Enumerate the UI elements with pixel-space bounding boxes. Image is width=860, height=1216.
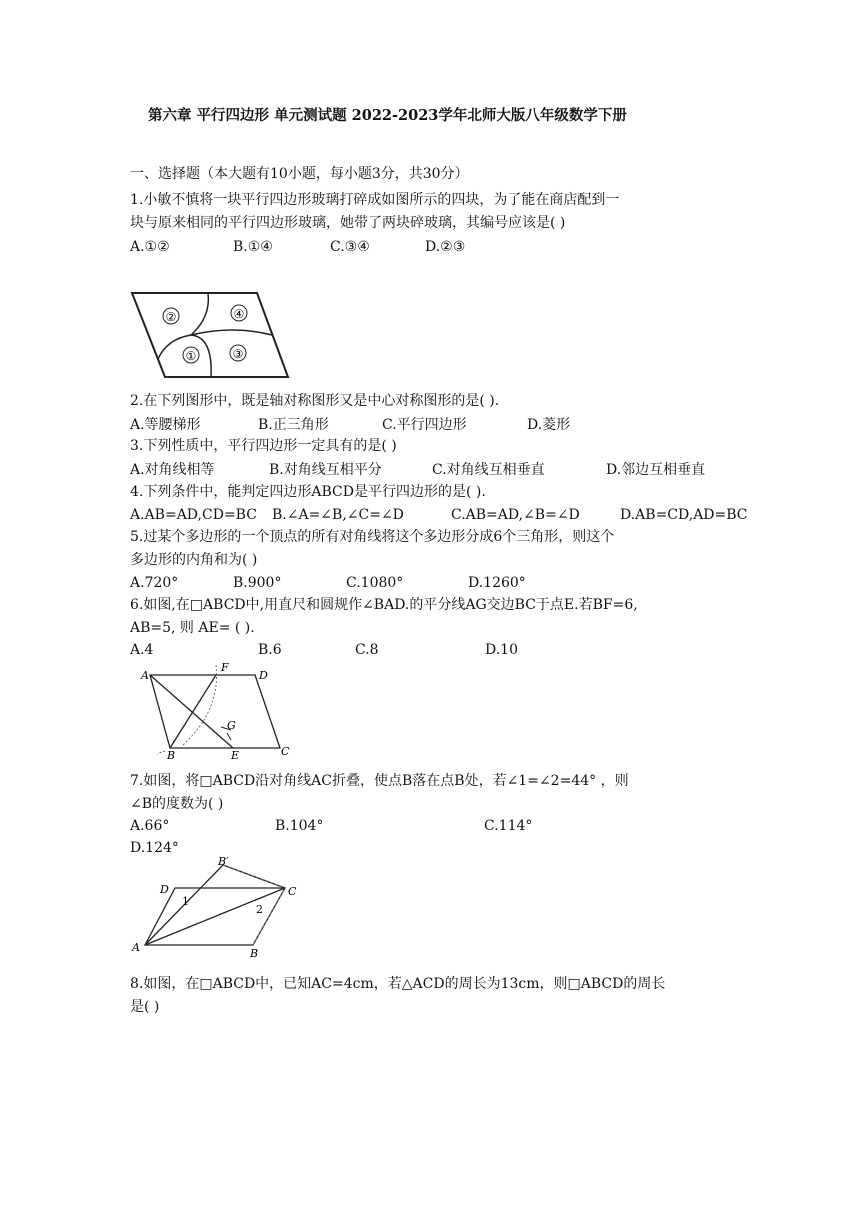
- folded-parallelogram-diagram: [128, 855, 303, 960]
- page-title: 第六章 平行四边形 单元测试题 2022-2023学年北师大版八年级数学下册: [148, 107, 627, 124]
- question-5-line-1: 5.过某个多边形的一个顶点的所有对角线将这个多边形分成6个三角形，则这个: [130, 529, 615, 545]
- question-1-line-2: 块与原来相同的平行四边形玻璃，她带了两块碎玻璃，其编号应该是( ): [130, 215, 566, 231]
- q5-option-a: A.720°: [130, 575, 179, 591]
- q6-figure-label-e: E: [231, 749, 240, 760]
- q2-option-b: B.正三角形: [258, 417, 329, 433]
- q1-figure-label-2: ②: [165, 310, 177, 324]
- q6-option-b: B.6: [258, 642, 282, 658]
- q3-option-d: D.邻边互相垂直: [606, 462, 706, 478]
- q7-figure-label-b-prime: B′: [218, 855, 229, 868]
- question-8-line-1: 8.如图，在□ABCD中，已知AC=4cm，若△ACD的周长为13cm，则□ABCD的周长: [130, 976, 666, 992]
- section-heading: 一、选择题（本大题有10小题，每小题3分，共30分）: [130, 166, 469, 182]
- question-1-line-1: 1.小敏不慎将一块平行四边形玻璃打碎成如图所示的四块，为了能在商店配到一: [130, 192, 620, 208]
- q4-option-d: D.AB=CD,AD=BC: [620, 507, 748, 523]
- q1-option-d: D.②③: [425, 239, 466, 255]
- q6-figure: [135, 655, 295, 764]
- q7-option-b: B.104°: [275, 818, 324, 834]
- q3-option-a: A.对角线相等: [130, 462, 215, 478]
- q5-option-c: C.1080°: [346, 575, 404, 591]
- q7-option-c: C.114°: [484, 818, 533, 834]
- q1-figure-label-3: ③: [232, 347, 244, 361]
- q2-option-c: C.平行四边形: [382, 417, 467, 433]
- q1-figure: [125, 285, 295, 389]
- q6-figure-label-g: G: [227, 719, 236, 732]
- question-5-line-2: 多边形的内角和为( ): [130, 552, 258, 568]
- q1-option-c: C.③④: [330, 239, 370, 255]
- q3-option-c: C.对角线互相垂直: [432, 462, 545, 478]
- angle-bisector-parallelogram-diagram: [135, 655, 295, 760]
- q1-option-b: B.①④: [233, 239, 273, 255]
- question-8-line-2: 是( ): [130, 999, 160, 1015]
- q1-figure-label-1: ①: [185, 349, 197, 363]
- broken-parallelogram-diagram: [125, 285, 295, 385]
- q6-figure-label-a: A: [141, 669, 149, 682]
- question-7-line-1: 7.如图，将□ABCD沿对角线AC折叠，使点B落在点B处，若∠1=∠2=44° ，则: [130, 773, 629, 789]
- q7-figure-label-b: B: [250, 947, 259, 960]
- q1-figure-label-4: ④: [233, 307, 245, 321]
- q4-option-b: B.∠A=∠B,∠C=∠D: [272, 507, 404, 523]
- q6-figure-label-c: C: [281, 745, 290, 758]
- q7-figure-label-a: A: [132, 941, 140, 954]
- q6-option-d: D.10: [485, 642, 518, 658]
- q7-figure-label-c: C: [288, 885, 297, 898]
- question-6-line-2: AB=5, 则 AE= ( ).: [130, 620, 255, 636]
- q7-option-a: A.66°: [130, 818, 170, 834]
- q5-option-b: B.900°: [233, 575, 282, 591]
- question-3-stem: 3.下列性质中，平行四边形一定具有的是( ): [130, 438, 397, 454]
- question-2-stem: 2.在下列图形中，既是轴对称图形又是中心对称图形的是( ).: [130, 393, 500, 409]
- q1-option-a: A.①②: [130, 239, 170, 255]
- q2-option-a: A.等腰梯形: [130, 417, 201, 433]
- q7-figure: [128, 855, 303, 964]
- q6-figure-label-f: F: [221, 661, 229, 674]
- q4-option-a: A.AB=AD,CD=BC: [130, 507, 257, 523]
- question-7-line-2: ∠B的度数为( ): [130, 796, 224, 812]
- q7-option-d: D.124°: [130, 840, 179, 856]
- q6-figure-label-d: D: [259, 669, 268, 682]
- q7-figure-label-d: D: [160, 883, 169, 896]
- q3-option-b: B.对角线互相平分: [269, 462, 382, 478]
- question-4-stem: 4.下列条件中，能判定四边形ABCD是平行四边形的是( ).: [130, 484, 486, 500]
- q7-figure-label-2: 2: [256, 903, 263, 916]
- q6-figure-label-b: B: [167, 749, 176, 760]
- q6-option-c: C.8: [355, 642, 379, 658]
- q4-option-c: C.AB=AD,∠B=∠D: [451, 507, 580, 523]
- q7-figure-label-1: 1: [182, 895, 189, 908]
- q2-option-d: D.菱形: [527, 417, 571, 433]
- question-6-line-1: 6.如图,在□ABCD中,用直尺和圆规作∠BAD.的平分线AG交边BC于点E.若BF=6,: [130, 597, 638, 613]
- q6-option-a: A.4: [130, 642, 154, 658]
- q5-option-d: D.1260°: [468, 575, 526, 591]
